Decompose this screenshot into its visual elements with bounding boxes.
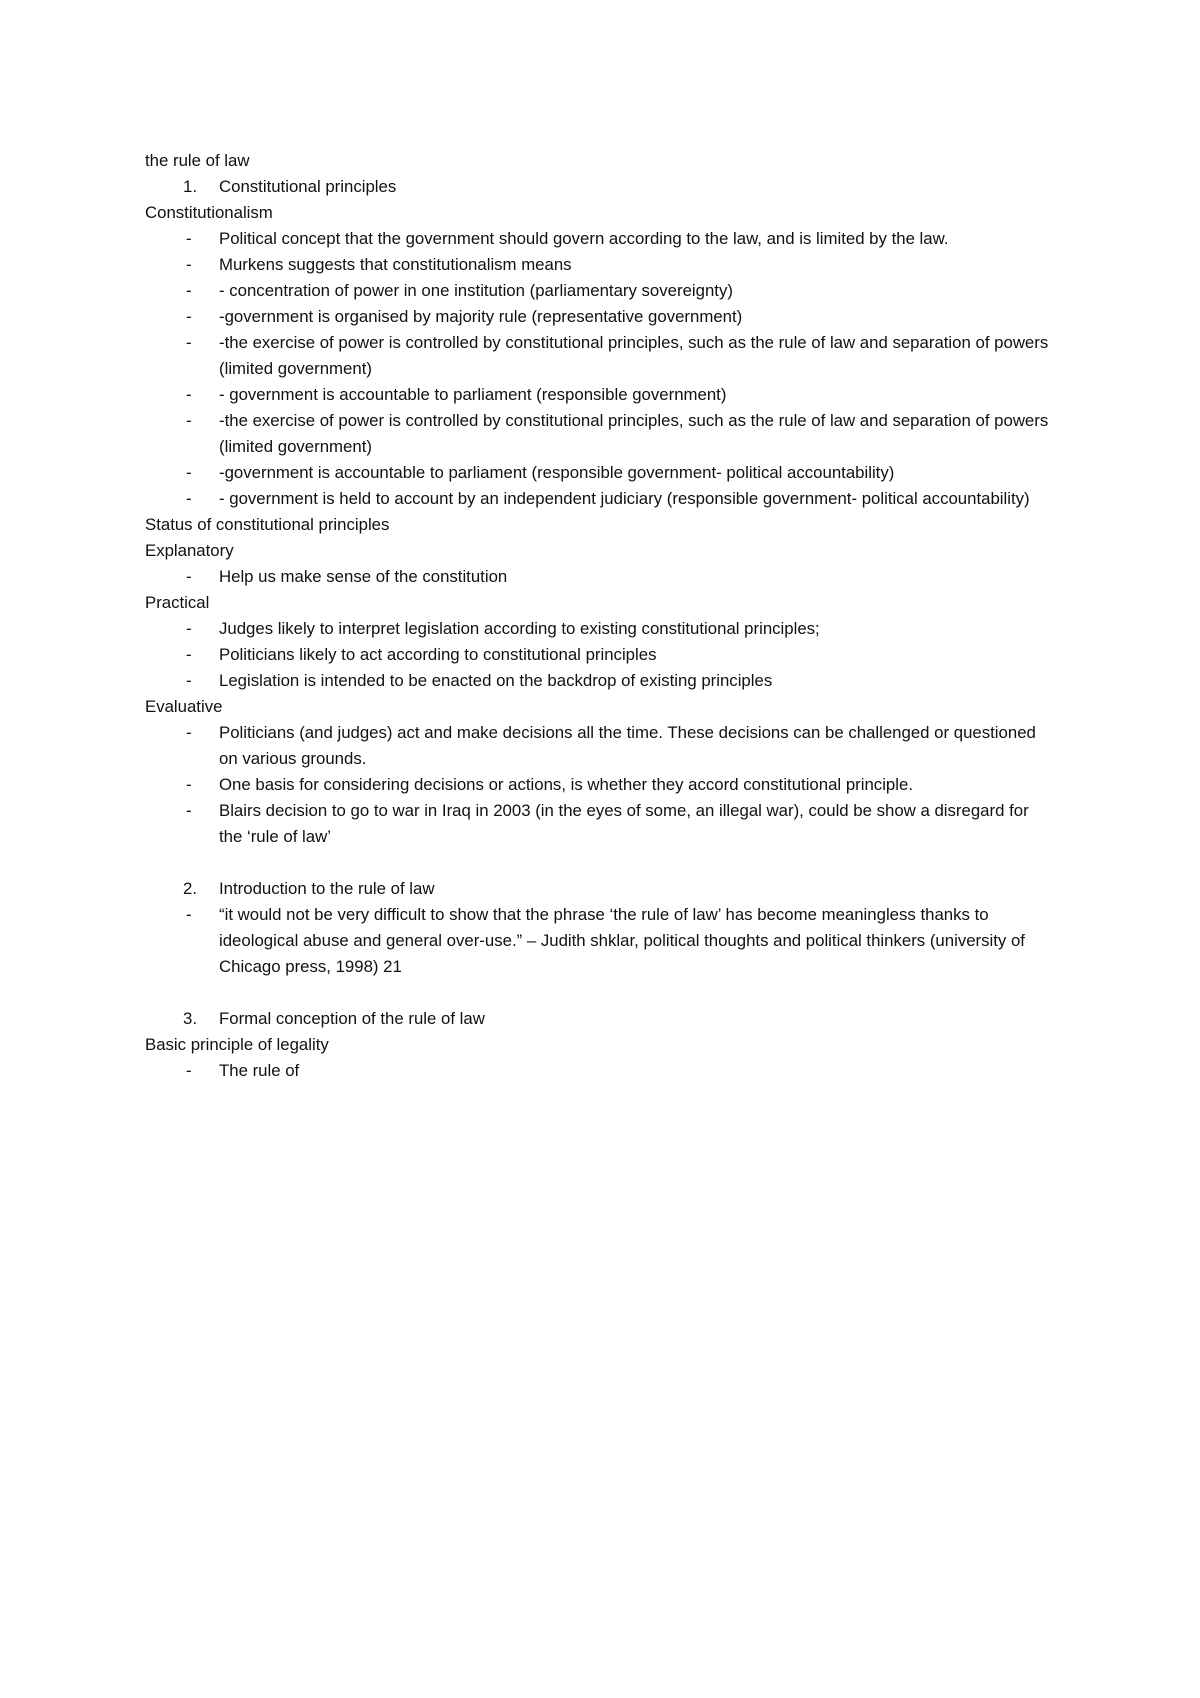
dash-marker: - (186, 905, 192, 924)
dash-marker: - (186, 567, 192, 586)
blank-line (145, 850, 1100, 876)
legality-list (145, 1058, 1100, 1084)
list-item: - Murkens suggests that constitutionalism means (145, 252, 1054, 278)
dash-marker: - (186, 1061, 192, 1080)
dash-marker: - (186, 385, 192, 404)
list-item: - One basis for considering decisions or actions, is whether they accord constitutional principle. (145, 772, 1054, 798)
list-item: - - concentration of power in one institution (parliamentary sovereignty) (145, 278, 1054, 304)
dash-marker: - (186, 645, 192, 664)
blank-line (145, 980, 1100, 1006)
document-title: the rule of law (145, 151, 250, 170)
subheading-practical: Practical (145, 593, 210, 612)
section-title: Constitutional principles (219, 177, 397, 196)
list-item: - “it would not be very difficult to show that the phrase ‘the rule of law’ has become meaningless thanks to ideological abuse and general over-use.” – Judith shklar, political thoughts and political thinkers (university of Chicago press, 1998) 21 (145, 902, 1054, 980)
section-number: 2. (183, 879, 197, 898)
list-item: - -the exercise of power is controlled by constitutional principles, such as the rule of law and separation of powers (limited government) (145, 330, 1054, 382)
dash-marker: - (186, 775, 192, 794)
dash-marker: - (186, 411, 192, 430)
evaluative-list (145, 720, 1100, 850)
dash-marker: - (186, 723, 192, 742)
subheading-status: Status of constitutional principles (145, 515, 390, 534)
dash-marker: - (186, 281, 192, 300)
introduction-list (145, 902, 1100, 980)
section-number: 3. (183, 1009, 197, 1028)
dash-marker: - (186, 489, 192, 508)
list-item: - Blairs decision to go to war in Iraq in 2003 (in the eyes of some, an illegal war), could be show a disregard for the ‘rule of law’ (145, 798, 1054, 850)
list-item: - Politicians (and judges) act and make decisions all the time. These decisions can be challenged or questioned on various grounds. (145, 720, 1054, 772)
dash-marker: - (186, 333, 192, 352)
section-2-heading (145, 876, 1100, 902)
list-item: - Legislation is intended to be enacted on the backdrop of existing principles (145, 668, 1054, 694)
list-item: - - government is held to account by an independent judiciary (responsible government- political accountability) (145, 486, 1054, 512)
practical-list (145, 616, 1100, 694)
section-title: Formal conception of the rule of law (219, 1009, 485, 1028)
subheading-explanatory: Explanatory (145, 541, 234, 560)
dash-marker: - (186, 463, 192, 482)
list-item: - -government is accountable to parliament (responsible government- political accountability) (145, 460, 1054, 486)
constitutionalism-list (145, 226, 1100, 512)
subheading-constitutionalism: Constitutionalism (145, 203, 273, 222)
dash-marker: - (186, 801, 192, 820)
dash-marker: - (186, 619, 192, 638)
list-item: - - government is accountable to parliament (responsible government) (145, 382, 1054, 408)
subheading-evaluative: Evaluative (145, 697, 223, 716)
dash-marker: - (186, 229, 192, 248)
dash-marker: - (186, 255, 192, 274)
list-item: - Judges likely to interpret legislation according to existing constitutional principles; (145, 616, 1054, 642)
section-3-heading (145, 1006, 1100, 1032)
list-item: - Political concept that the government should govern according to the law, and is limited by the law. (145, 226, 1054, 252)
list-item: - -government is organised by majority rule (representative government) (145, 304, 1054, 330)
list-item: - Help us make sense of the constitution (145, 564, 1054, 590)
list-item: - Politicians likely to act according to constitutional principles (145, 642, 1054, 668)
section-title: Introduction to the rule of law (219, 879, 435, 898)
section-number: 1. (183, 177, 197, 196)
dash-marker: - (186, 671, 192, 690)
section-1-heading (145, 174, 1100, 200)
subheading-legality: Basic principle of legality (145, 1035, 329, 1054)
dash-marker: - (186, 307, 192, 326)
explanatory-list (145, 564, 1100, 590)
list-item: - -the exercise of power is controlled by constitutional principles, such as the rule of law and separation of powers (limited government) (145, 408, 1054, 460)
list-item: - The rule of (145, 1058, 1054, 1084)
